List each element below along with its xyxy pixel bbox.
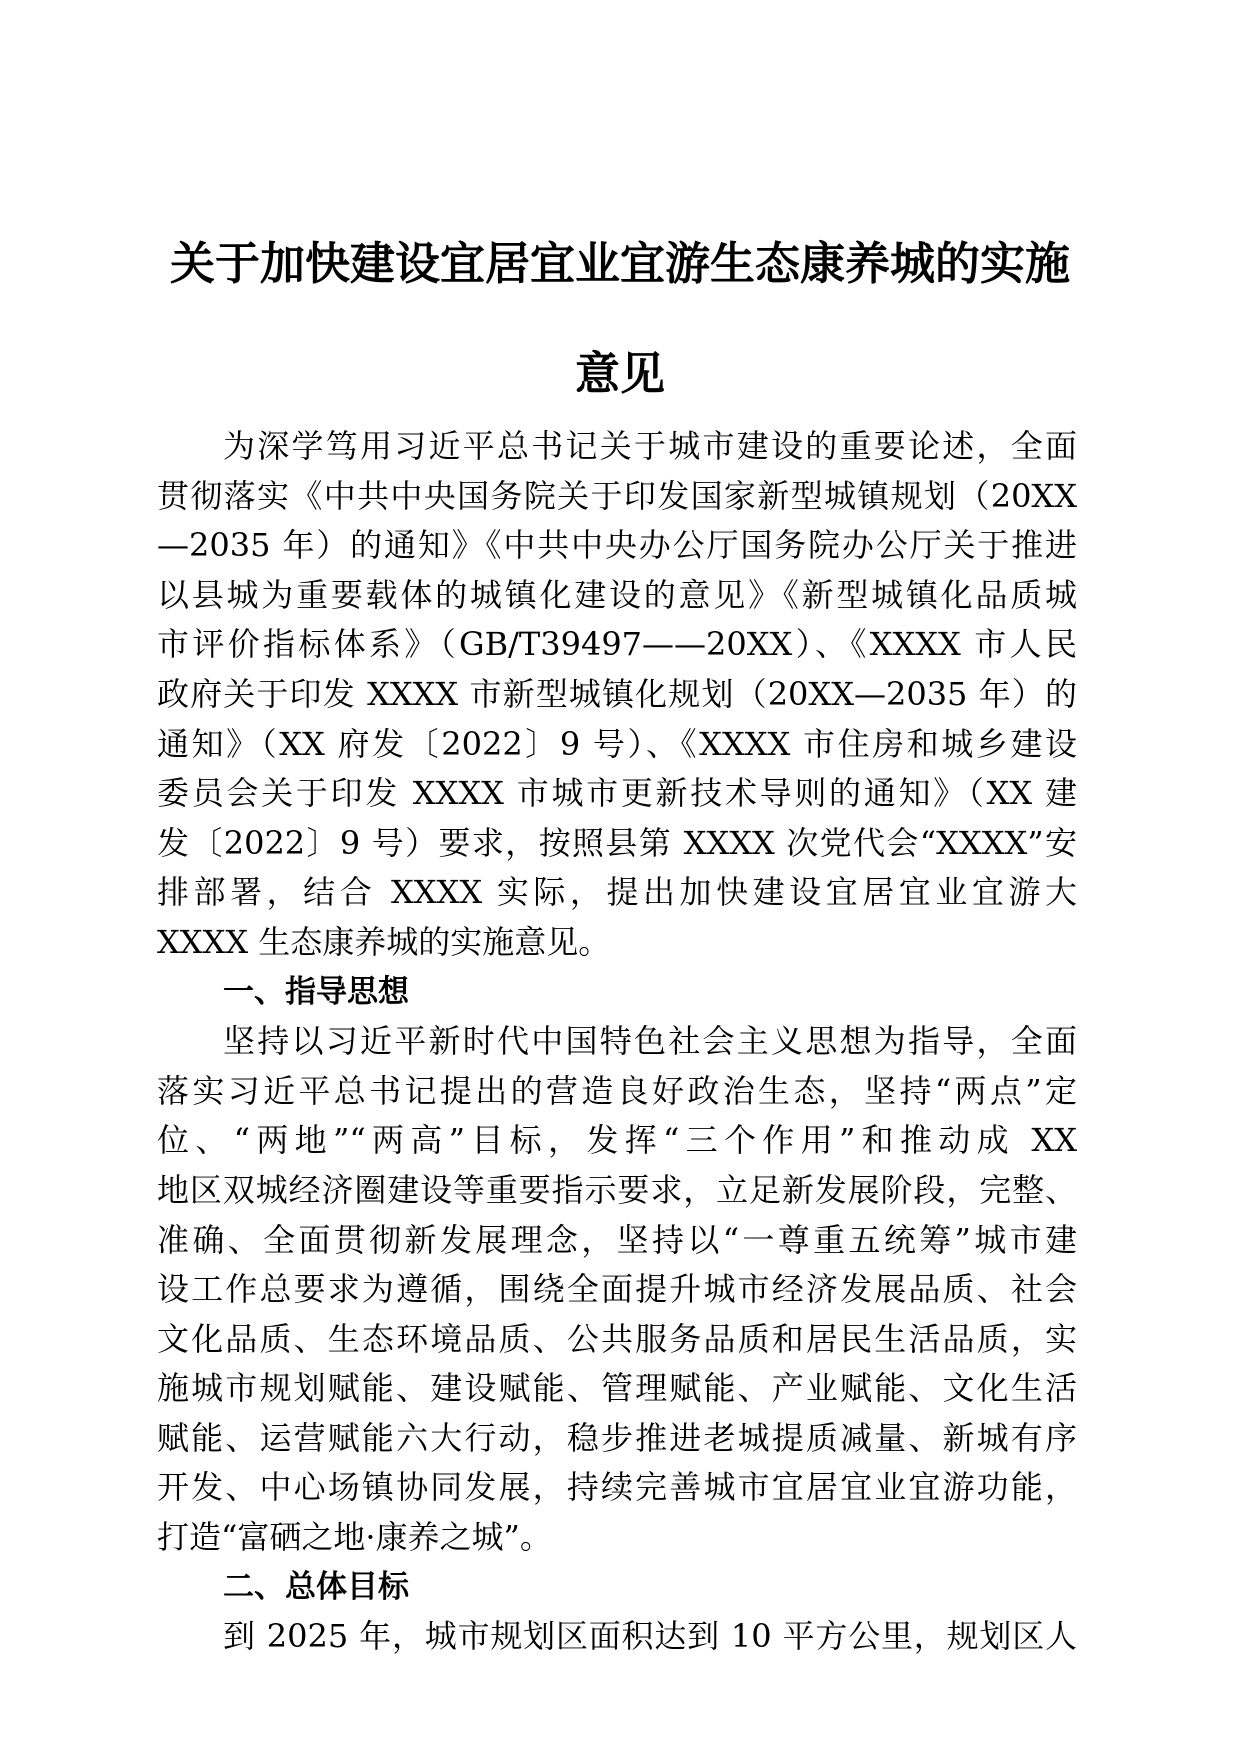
- paragraph-1-line: 委员会关于印发 XXXX 市城市更新技术导则的通知》（XX 建: [157, 774, 1077, 813]
- paragraph-3-line: 到 2025 年，城市规划区面积达到 10 平方公里，规划区人: [223, 1617, 1077, 1656]
- section-heading-guiding-ideology: 一、指导思想: [223, 973, 409, 1010]
- paragraph-2-line: 准确、全面贯彻新发展理念，坚持以“一尊重五统筹”城市建: [157, 1220, 1077, 1259]
- paragraph-1-line: 发〔2022〕9 号）要求，按照县第 XXXX 次党代会“XXXX”安: [157, 823, 1077, 862]
- paragraph-1-line: 市评价指标体系》（GB/T39497——20XX）、《XXXX 市人民: [157, 625, 1077, 664]
- paragraph-2-line: 设工作总要求为遵循，围绕全面提升城市经济发展品质、社会: [157, 1270, 1077, 1309]
- paragraph-2-line: 赋能、运营赋能六大行动，稳步推进老城提质减量、新城有序: [157, 1418, 1077, 1457]
- paragraph-2-line: 开发、中心场镇协同发展，持续完善城市宜居宜业宜游功能，: [157, 1468, 1077, 1507]
- paragraph-2-line: 位、“两地”“两高”目标，发挥“三个作用”和推动成 XX: [157, 1121, 1077, 1160]
- paragraph-2-line: 施城市规划赋能、建设赋能、管理赋能、产业赋能、文化生活: [157, 1369, 1077, 1408]
- document-title-line-1: 关于加快建设宜居宜业宜游生态康养城的实施: [169, 237, 1070, 290]
- paragraph-2-line: 打造“富硒之地·康养之城”。: [157, 1518, 552, 1557]
- paragraph-2-line: 地区双城经济圈建设等重要指示要求，立足新发展阶段，完整、: [157, 1170, 1077, 1209]
- paragraph-1-line: 为深学笃用习近平总书记关于城市建设的重要论述，全面: [223, 427, 1077, 465]
- section-heading-overall-goals: 二、总体目标: [223, 1568, 409, 1605]
- document-body: [157, 422, 1077, 1662]
- document-title-line-2: 意见: [574, 347, 665, 400]
- paragraph-1-line: 通知》（XX 府发〔2022〕9 号）、《XXXX 市住房和城乡建设: [157, 724, 1077, 763]
- paragraph-2-line: 落实习近平总书记提出的营造良好政治生态，坚持“两点”定: [157, 1071, 1077, 1110]
- paragraph-1-line: 排部署，结合 XXXX 实际，提出加快建设宜居宜业宜游大: [157, 873, 1077, 912]
- paragraph-2-line: 文化品质、生态环境品质、公共服务品质和居民生活品质，实: [157, 1319, 1077, 1358]
- paragraph-1-line: XXXX 生态康养城的实施意见。: [157, 922, 611, 961]
- paragraph-1-line: 政府关于印发 XXXX 市新型城镇化规划（20XX—2035 年）的: [157, 674, 1077, 713]
- paragraph-1-line: 贯彻落实《中共中央国务院关于印发国家新型城镇规划（20XX: [157, 476, 1077, 515]
- paragraph-1-line: —2035 年）的通知》《中共中央办公厅国务院办公厅关于推进: [157, 526, 1077, 565]
- paragraph-1-line: 以县城为重要载体的城镇化建设的意见》《新型城镇化品质城: [157, 575, 1077, 614]
- paragraph-2-line: 坚持以习近平新时代中国特色社会主义思想为指导，全面: [223, 1022, 1077, 1061]
